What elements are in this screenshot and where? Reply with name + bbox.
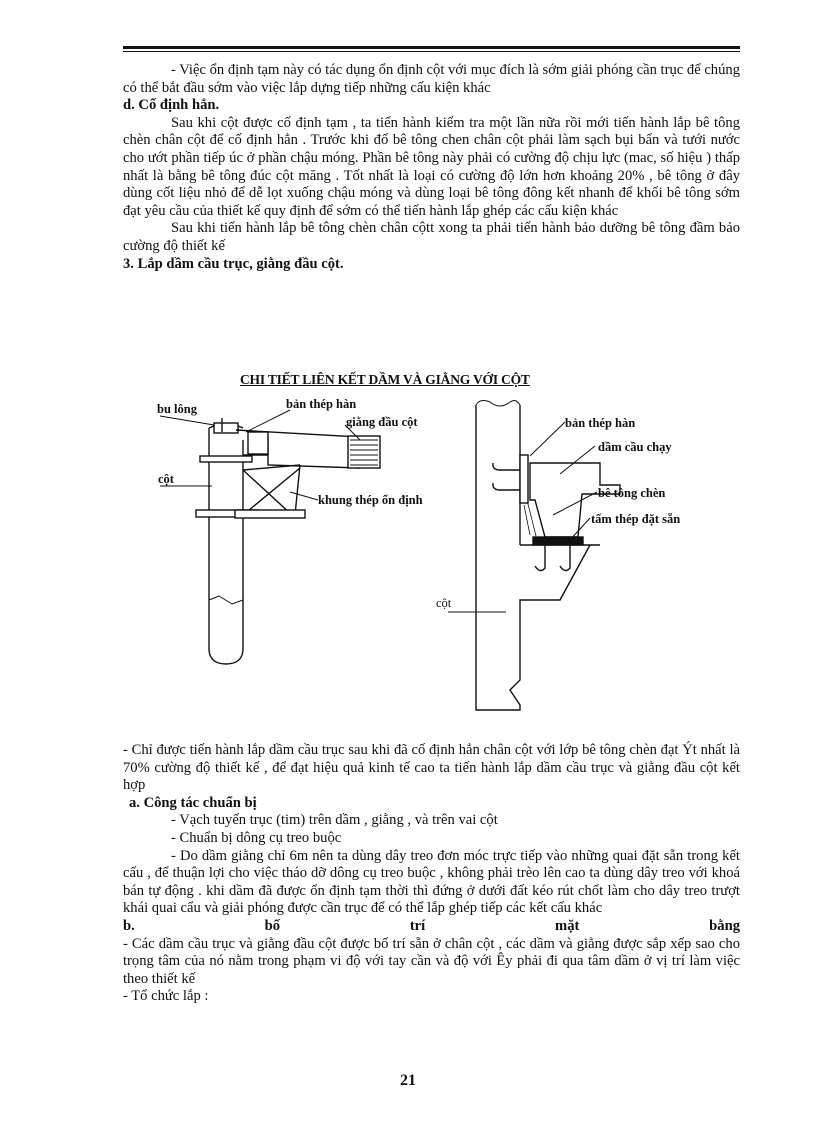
label-cot-right: cột: [436, 596, 452, 610]
paragraph-organize: - Tổ chức lắp :: [123, 988, 209, 1005]
page-number: 21: [400, 1072, 416, 1089]
list-item-rope: - Do dầm giằng chỉ 6m nên ta dùng dây treo đơn móc trực tiếp vào những quai đặt sẵn trong kết cấu , để thuận lợi cho việc tháo dỡ dông cụ treo buộc , không phải trèo lên cao ta dùng dây treo với khoá bán tự động . khi dầm đã được ổn định tạm thời thì đứng ở dưới đất kéo rút chốt làm cho dây treo trượt khái quai cẩu và giải phóng được cần trục để có thể lắp ghép tiếp các kết cấu khác: [123, 847, 740, 917]
label-ban-thep-han-left: bản thép hàn: [286, 397, 357, 411]
figure-title: CHI TIẾT LIÊN KẾT DẦM VÀ GIẰNG VỚI CỘT: [240, 372, 530, 387]
paragraph-crane-beam: - Chỉ được tiến hành lắp dầm cầu trục sau khi đã cố định hẳn chân cột với lớp bê tông chèn đạt Ýt nhất là 70% cường độ thiết kế , để đạt hiệu quả kinh tế cao ta tiến hành lắp dầm cầu trục và giằng đầu cột kết hợp: [123, 742, 740, 794]
text-block-bottom: [123, 742, 740, 1006]
label-tam-thep: tấm thép đặt sẵn: [591, 512, 681, 526]
paragraph-curing: Sau khi tiến hành lắp bê tông chèn chân cộtt xong ta phải tiến hành bảo dưỡng bê tông đầm bảo cường độ thiết kế: [123, 220, 740, 254]
left-column-drawing: [160, 410, 380, 664]
paragraph-permanent-fixing: Sau khi cột được cố định tạm , ta tiến hành kiểm tra một lần nữa rồi mới tiến hành lắp bê tông chèn chân cột để cố định hẳn . Trước khi đổ bê tông chen chân cột phải làm sạch bụi bẩn và tưới nước cho ướt phần tiếp úc ở phần chậu móng. Phần bê tông này phải có cường độ chịu lực (mac, số hiệu ) thấp nhất là bằng bê tông đúc cột măng . Tốt nhất là loại có cường độ lớn hơn khoảng 20% , bê tông ở đây dùng cốt liệu nhỏ để dễ lọt xuống chậu móng và dùng loại bê tông đông kết nhanh để khối bê tông sớm đạt yêu cầu của thiết kế quy định để sớm có thể tiến hành lắp ghép các cấu kiện khác: [123, 114, 740, 219]
list-item-tools: - Chuẩn bị dông cụ treo buộc: [171, 829, 342, 846]
heading-d: d. Cố định hẳn.: [123, 97, 220, 114]
list-item-axis: - Vạch tuyến trục (tim) trên dầm , giằng , và trên vai cột: [171, 812, 498, 829]
right-column-drawing: [448, 401, 620, 710]
label-khung-thep: khung thép ổn định: [318, 493, 423, 507]
label-giang-dau-cot: giằng đầu cột: [346, 415, 418, 429]
label-cot-left: cột: [158, 472, 174, 486]
paragraph-temporary-stabilization: - Việc ổn định tạm này có tác dụng ổn định cột với mục đích là sớm giải phóng cần trục để chúng có thể bắt đầu sớm vào việc lắp dựng tiếp những cấu kiện khác: [123, 62, 740, 96]
label-be-tong-chen: bê tông chèn: [598, 486, 666, 500]
label-ban-thep-han-right: bản thép hàn: [565, 416, 636, 430]
label-dam-cau-chay: dầm cầu chạy: [598, 440, 672, 454]
paragraph-layout: - Các dầm cầu trục và giằng đầu cột được bố trí sẵn ở chân cột , các dầm và giằng được sắp xếp sao cho trọng tâm của nó nằm trong phạm vi độ với tay cần và độ với Êy phải đi qua tâm dầm ở vị trí làm việc theo thiết kế: [123, 935, 740, 987]
heading-b: b. bố trí mặt bằng: [123, 917, 740, 934]
label-bu-long: bu lông: [157, 402, 197, 416]
heading-a: a. Công tác chuẩn bị: [129, 794, 257, 811]
heading-3: 3. Lắp dầm cầu trục, giằng đầu cột.: [123, 255, 344, 272]
